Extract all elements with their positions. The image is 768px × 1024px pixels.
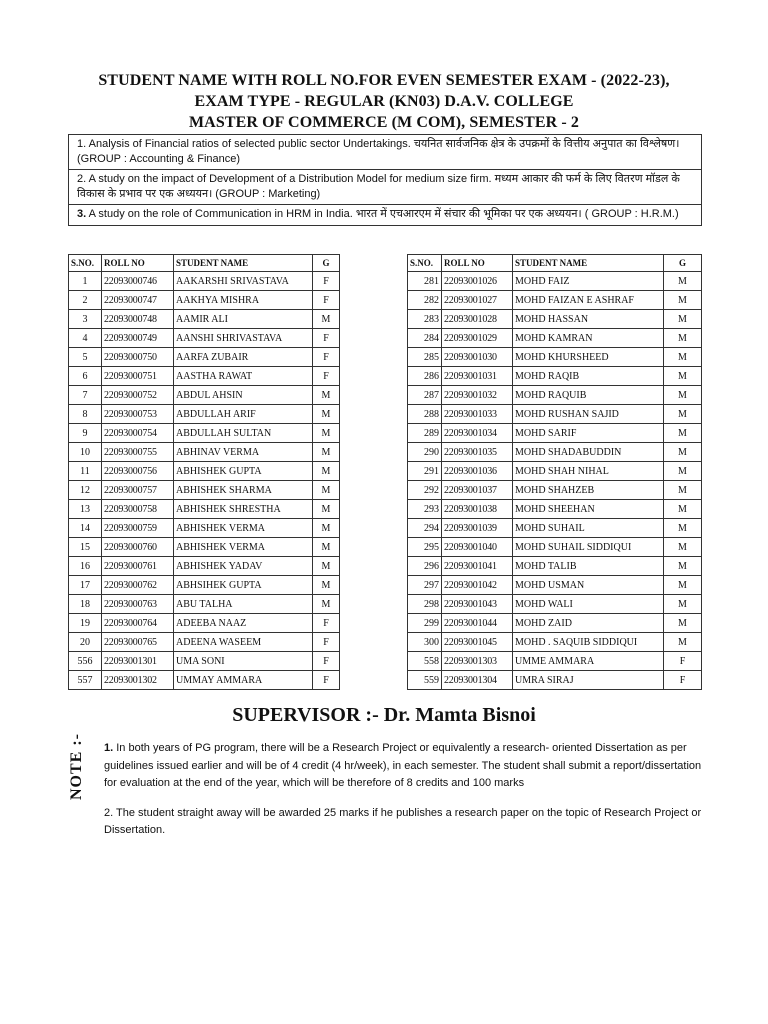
table-row [69, 633, 702, 652]
gender-cell: M [664, 519, 702, 538]
col-header-roll: ROLL NO [102, 255, 174, 272]
roll-cell: 22093000765 [102, 633, 174, 652]
topic-text: A study on the role of Communication in HRM in India. भारत में एचआरएम में संचार की भूमिका पर एक अध्ययन। ( GROUP : H.R.M.) [88, 208, 679, 220]
note-text: The student straight away will be awarded 25 marks if he publishes a research paper on the topic of Research Project or Dissertation. [104, 806, 702, 836]
table-row [69, 272, 702, 291]
gender-cell: F [313, 633, 340, 652]
sno-cell: 16 [69, 557, 102, 576]
header-line-1: STUDENT NAME WITH ROLL NO.FOR EVEN SEMESTER EXAM - (2022-23), [98, 72, 670, 89]
roll-cell: 22093001035 [442, 443, 513, 462]
table-row [69, 538, 702, 557]
sno-cell: 292 [408, 481, 442, 500]
note-number: 1. [104, 742, 114, 754]
name-cell: ABHISHEK YADAV [174, 557, 313, 576]
col-header-sno: S.NO. [69, 255, 102, 272]
roll-cell: 22093000762 [102, 576, 174, 595]
roll-cell: 22093001041 [442, 557, 513, 576]
roll-cell: 22093000755 [102, 443, 174, 462]
gender-cell: M [664, 557, 702, 576]
sno-cell: 298 [408, 595, 442, 614]
table-row [69, 310, 702, 329]
gender-cell: M [313, 462, 340, 481]
name-cell: MOHD FAIZAN E ASHRAF [513, 291, 664, 310]
table-row [69, 500, 702, 519]
name-cell: UMA SONI [174, 652, 313, 671]
name-cell: AARFA ZUBAIR [174, 348, 313, 367]
gender-cell: F [664, 652, 702, 671]
col-header-sno: S.NO. [408, 255, 442, 272]
sno-cell: 18 [69, 595, 102, 614]
roll-cell: 22093001029 [442, 329, 513, 348]
name-cell: MOHD RAQUIB [513, 386, 664, 405]
name-cell: MOHD ZAID [513, 614, 664, 633]
roll-cell: 22093000751 [102, 367, 174, 386]
roll-cell: 22093000763 [102, 595, 174, 614]
gender-cell: F [313, 652, 340, 671]
table-row [69, 405, 702, 424]
gap-cell [340, 557, 408, 576]
sno-cell: 3 [69, 310, 102, 329]
gender-cell: M [664, 443, 702, 462]
gender-cell: M [313, 481, 340, 500]
roll-cell: 22093000747 [102, 291, 174, 310]
table-row [69, 671, 702, 690]
gender-cell: M [664, 481, 702, 500]
table-row [69, 595, 702, 614]
topic-text: A study on the impact of Development of a Distribution Model for medium size firm. मध्यम आकार की फर्म के लिए वितरण मॉडल के विकास के प्रभाव पर एक अध्ययन। (GROUP : Marketing) [77, 173, 680, 200]
gender-cell: M [664, 462, 702, 481]
gender-cell: M [313, 595, 340, 614]
gap-cell [340, 272, 408, 291]
topic-number: 3. [77, 208, 87, 220]
sno-cell: 288 [408, 405, 442, 424]
gender-cell: F [313, 272, 340, 291]
name-cell: MOHD SHAHZEB [513, 481, 664, 500]
gender-cell: M [664, 386, 702, 405]
roll-cell: 22093001031 [442, 367, 513, 386]
roll-cell: 22093000764 [102, 614, 174, 633]
roll-cell: 22093001038 [442, 500, 513, 519]
gender-cell: F [313, 329, 340, 348]
roll-cell: 22093000753 [102, 405, 174, 424]
roll-cell: 22093000758 [102, 500, 174, 519]
gap-column [340, 255, 408, 272]
sno-cell: 20 [69, 633, 102, 652]
gender-cell: F [664, 671, 702, 690]
gender-cell: F [313, 614, 340, 633]
gap-cell [340, 348, 408, 367]
gender-cell: M [664, 405, 702, 424]
roll-cell: 22093000746 [102, 272, 174, 291]
roll-cell: 22093001302 [102, 671, 174, 690]
col-header-name: STUDENT NAME [513, 255, 664, 272]
gender-cell: F [313, 291, 340, 310]
gender-cell: M [664, 576, 702, 595]
gap-cell [340, 329, 408, 348]
sno-cell: 281 [408, 272, 442, 291]
gender-cell: F [313, 671, 340, 690]
roll-cell: 22093000749 [102, 329, 174, 348]
name-cell: ABDULLAH ARIF [174, 405, 313, 424]
name-cell: MOHD RUSHAN SAJID [513, 405, 664, 424]
gap-cell [340, 291, 408, 310]
roll-cell: 22093000757 [102, 481, 174, 500]
roll-cell: 22093001028 [442, 310, 513, 329]
name-cell: MOHD . SAQUIB SIDDIQUI [513, 633, 664, 652]
gap-cell [340, 386, 408, 405]
topic-2 [69, 170, 701, 205]
roll-cell: 22093001033 [442, 405, 513, 424]
roll-cell: 22093000761 [102, 557, 174, 576]
sno-cell: 19 [69, 614, 102, 633]
gender-cell: M [664, 633, 702, 652]
table-body [69, 272, 702, 690]
roll-cell: 22093001040 [442, 538, 513, 557]
name-cell: ADEEBA NAAZ [174, 614, 313, 633]
name-cell: MOHD HASSAN [513, 310, 664, 329]
name-cell: MOHD SHEEHAN [513, 500, 664, 519]
roll-cell: 22093001303 [442, 652, 513, 671]
sno-cell: 17 [69, 576, 102, 595]
sno-cell: 559 [408, 671, 442, 690]
table-row [69, 424, 702, 443]
col-header-roll: ROLL NO [442, 255, 513, 272]
sno-cell: 289 [408, 424, 442, 443]
name-cell: ABHISHEK SHARMA [174, 481, 313, 500]
topic-1 [69, 135, 701, 170]
roll-cell: 22093001036 [442, 462, 513, 481]
name-cell: AAKHYA MISHRA [174, 291, 313, 310]
sno-cell: 15 [69, 538, 102, 557]
roll-cell: 22093001034 [442, 424, 513, 443]
gender-cell: M [313, 443, 340, 462]
sno-cell: 283 [408, 310, 442, 329]
table-row [69, 443, 702, 462]
sno-cell: 4 [69, 329, 102, 348]
sno-cell: 5 [69, 348, 102, 367]
gender-cell: M [313, 538, 340, 557]
gender-cell: M [664, 595, 702, 614]
sno-cell: 295 [408, 538, 442, 557]
sno-cell: 290 [408, 443, 442, 462]
name-cell: UMMAY AMMARA [174, 671, 313, 690]
notes-section [104, 740, 704, 852]
sno-cell: 291 [408, 462, 442, 481]
name-cell: AAKARSHI SRIVASTAVA [174, 272, 313, 291]
name-cell: MOHD SUHAIL [513, 519, 664, 538]
document-header [0, 70, 768, 133]
name-cell: ABDUL AHSIN [174, 386, 313, 405]
roll-cell: 22093000759 [102, 519, 174, 538]
sno-cell: 287 [408, 386, 442, 405]
name-cell: ADEENA WASEEM [174, 633, 313, 652]
sno-cell: 296 [408, 557, 442, 576]
note-number: 2. [104, 806, 114, 819]
gap-cell [340, 633, 408, 652]
name-cell: MOHD SARIF [513, 424, 664, 443]
gap-cell [340, 310, 408, 329]
gap-cell [340, 671, 408, 690]
name-cell: AANSHI SHRIVASTAVA [174, 329, 313, 348]
header-line-2: EXAM TYPE - REGULAR (KN03) D.A.V. COLLEGE [194, 93, 574, 110]
roll-cell: 22093001042 [442, 576, 513, 595]
gender-cell: M [313, 519, 340, 538]
gender-cell: M [313, 557, 340, 576]
name-cell: AAMIR ALI [174, 310, 313, 329]
note-1 [104, 740, 704, 793]
sno-cell: 282 [408, 291, 442, 310]
sno-cell: 294 [408, 519, 442, 538]
gender-cell: M [313, 576, 340, 595]
roll-cell: 22093000752 [102, 386, 174, 405]
topic-text: Analysis of Financial ratios of selected public sector Undertakings. चयनित सार्वजनिक क्षेत्र के उपक्रमों के वित्तीय अनुपात का विश्लेषण। (GROUP : Accounting & Finance) [77, 138, 680, 165]
name-cell: ABHINAV VERMA [174, 443, 313, 462]
note-text: In both years of PG program, there will be a Research Project or equivalently a research- oriented Dissertation as per guidelines issued earlier and will be of 4 credit (4 hr/week), in each semester. The student shall submit a report/dissertation for evaluation at the end of the year, which will be therefore of 8 credits and 100 marks [104, 742, 702, 789]
topic-number: 2. [77, 173, 87, 185]
name-cell: MOHD USMAN [513, 576, 664, 595]
gender-cell: M [664, 424, 702, 443]
name-cell: UMME AMMARA [513, 652, 664, 671]
name-cell: ABDULLAH SULTAN [174, 424, 313, 443]
sno-cell: 12 [69, 481, 102, 500]
name-cell: MOHD SHAH NIHAL [513, 462, 664, 481]
col-header-gender: G [313, 255, 340, 272]
sno-cell: 556 [69, 652, 102, 671]
gender-cell: M [664, 500, 702, 519]
name-cell: MOHD TALIB [513, 557, 664, 576]
roll-cell: 22093001301 [102, 652, 174, 671]
table-row [69, 367, 702, 386]
table-row [69, 348, 702, 367]
sno-cell: 286 [408, 367, 442, 386]
name-cell: MOHD SHADABUDDIN [513, 443, 664, 462]
name-cell: MOHD SUHAIL SIDDIQUI [513, 538, 664, 557]
gap-cell [340, 367, 408, 386]
gender-cell: M [664, 329, 702, 348]
sno-cell: 2 [69, 291, 102, 310]
note-2 [104, 805, 704, 840]
gender-cell: M [664, 310, 702, 329]
table-header-row [69, 255, 702, 272]
gender-cell: F [313, 348, 340, 367]
gap-cell [340, 614, 408, 633]
gender-cell: M [664, 367, 702, 386]
table-row [69, 519, 702, 538]
gender-cell: M [313, 424, 340, 443]
roll-cell: 22093001044 [442, 614, 513, 633]
table-row [69, 557, 702, 576]
sno-cell: 6 [69, 367, 102, 386]
sno-cell: 10 [69, 443, 102, 462]
header-line-3: MASTER OF COMMERCE (M COM), SEMESTER - 2 [188, 114, 580, 131]
sno-cell: 1 [69, 272, 102, 291]
gender-cell: M [664, 348, 702, 367]
gap-cell [340, 538, 408, 557]
col-header-name: STUDENT NAME [174, 255, 313, 272]
gap-cell [340, 481, 408, 500]
table-row [69, 386, 702, 405]
gap-cell [340, 595, 408, 614]
sno-cell: 285 [408, 348, 442, 367]
name-cell: MOHD FAIZ [513, 272, 664, 291]
name-cell: MOHD WALI [513, 595, 664, 614]
table-row [69, 652, 702, 671]
student-table [68, 254, 702, 690]
sno-cell: 299 [408, 614, 442, 633]
name-cell: AASTHA RAWAT [174, 367, 313, 386]
name-cell: MOHD KHURSHEED [513, 348, 664, 367]
sno-cell: 7 [69, 386, 102, 405]
roll-cell: 22093000760 [102, 538, 174, 557]
name-cell: MOHD RAQIB [513, 367, 664, 386]
name-cell: ABHISHEK GUPTA [174, 462, 313, 481]
note-label: NOTE :- [68, 733, 85, 800]
sno-cell: 14 [69, 519, 102, 538]
gender-cell: M [664, 272, 702, 291]
gender-cell: F [313, 367, 340, 386]
roll-cell: 22093001304 [442, 671, 513, 690]
topics-box [68, 134, 702, 226]
roll-cell: 22093000756 [102, 462, 174, 481]
sno-cell: 11 [69, 462, 102, 481]
sno-cell: 8 [69, 405, 102, 424]
table-row [69, 462, 702, 481]
roll-cell: 22093001037 [442, 481, 513, 500]
roll-cell: 22093000754 [102, 424, 174, 443]
sno-cell: 9 [69, 424, 102, 443]
sno-cell: 13 [69, 500, 102, 519]
gap-cell [340, 462, 408, 481]
gap-cell [340, 576, 408, 595]
gender-cell: M [664, 614, 702, 633]
gap-cell [340, 500, 408, 519]
topic-3 [69, 205, 701, 225]
table-row [69, 329, 702, 348]
col-header-gender: G [664, 255, 702, 272]
sno-cell: 293 [408, 500, 442, 519]
gap-cell [340, 652, 408, 671]
sno-cell: 558 [408, 652, 442, 671]
sno-cell: 284 [408, 329, 442, 348]
gender-cell: M [313, 386, 340, 405]
roll-cell: 22093000748 [102, 310, 174, 329]
supervisor-line: SUPERVISOR :- Dr. Mamta Bisnoi [232, 704, 536, 726]
gender-cell: M [313, 500, 340, 519]
name-cell: MOHD KAMRAN [513, 329, 664, 348]
name-cell: ABHISHEK VERMA [174, 519, 313, 538]
roll-cell: 22093001032 [442, 386, 513, 405]
roll-cell: 22093001045 [442, 633, 513, 652]
table-row [69, 614, 702, 633]
gap-cell [340, 424, 408, 443]
table-row [69, 481, 702, 500]
sno-cell: 300 [408, 633, 442, 652]
roll-cell: 22093001027 [442, 291, 513, 310]
gender-cell: M [313, 310, 340, 329]
roll-cell: 22093001026 [442, 272, 513, 291]
roll-cell: 22093000750 [102, 348, 174, 367]
sno-cell: 297 [408, 576, 442, 595]
sno-cell: 557 [69, 671, 102, 690]
table-row [69, 291, 702, 310]
gap-cell [340, 519, 408, 538]
roll-cell: 22093001043 [442, 595, 513, 614]
gender-cell: M [664, 538, 702, 557]
gender-cell: M [664, 291, 702, 310]
topic-number: 1. [77, 138, 87, 150]
name-cell: ABHISHEK VERMA [174, 538, 313, 557]
name-cell: ABU TALHA [174, 595, 313, 614]
gap-cell [340, 443, 408, 462]
gender-cell: M [313, 405, 340, 424]
name-cell: ABHISHEK SHRESTHA [174, 500, 313, 519]
name-cell: UMRA SIRAJ [513, 671, 664, 690]
gap-cell [340, 405, 408, 424]
name-cell: ABHSIHEK GUPTA [174, 576, 313, 595]
roll-cell: 22093001039 [442, 519, 513, 538]
table-row [69, 576, 702, 595]
roll-cell: 22093001030 [442, 348, 513, 367]
